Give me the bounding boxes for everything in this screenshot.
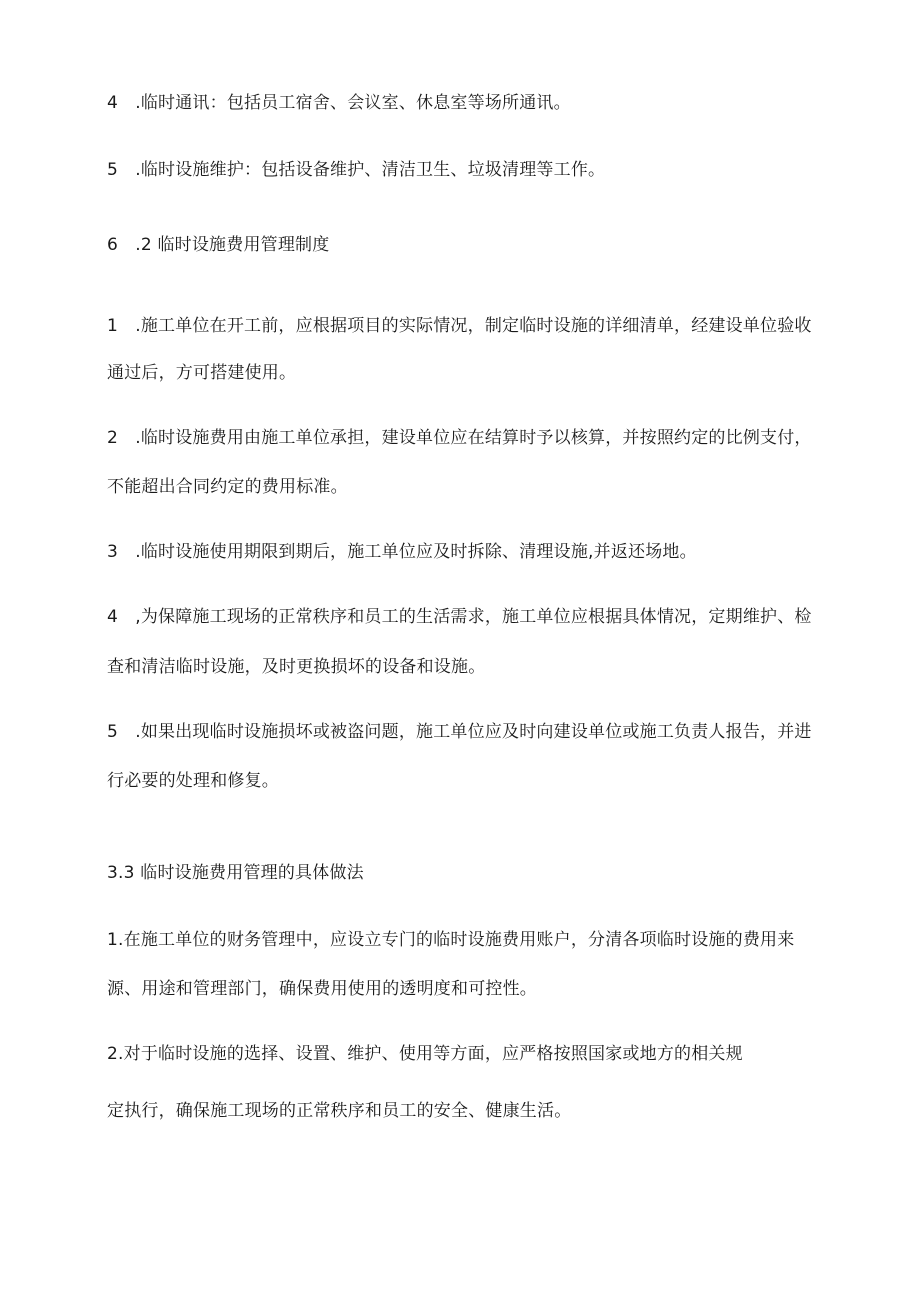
- paragraph-line: 定执行，确保施工现场的正常秩序和员工的安全、健康生活。: [107, 1101, 572, 1121]
- section-heading-specific-practices: 3.3 临时设施费用管理的具体做法: [107, 863, 364, 883]
- list-item-facility-maintenance: 5 .临时设施维护：包括设备维护、清洁卫生、垃圾清理等工作。: [107, 160, 606, 180]
- paragraph-line: 2 .临时设施费用由施工单位承担，建设单位应在结算时予以核算，并按照约定的比例支付，: [107, 428, 812, 448]
- paragraph-line: 源、用途和管理部门，确保费用使用的透明度和可控性。: [107, 979, 537, 999]
- paragraph-line: 4 ,为保障施工现场的正常秩序和员工的生活需求，施工单位应根据具体情况，定期维护、检: [107, 607, 812, 627]
- paragraph-line: 通过后，方可搭建使用。: [107, 363, 297, 383]
- list-item-temp-communication: 4 .临时通讯：包括员工宿舍、会议室、休息室等场所通讯。: [107, 93, 571, 113]
- paragraph-line: 2.对于临时设施的选择、设置、维护、使用等方面，应严格按照国家或地方的相关规: [107, 1044, 743, 1064]
- section-heading-fee-management-system: 6 .2 临时设施费用管理制度: [107, 235, 330, 255]
- paragraph-line: 5 .如果出现临时设施损坏或被盗问题，施工单位应及时向建设单位或施工负责人报告，并进: [107, 722, 812, 742]
- paragraph-line: 1 .施工单位在开工前，应根据项目的实际情况，制定临时设施的详细清单，经建设单位验收: [107, 316, 812, 336]
- paragraph-line: 3 .临时设施使用期限到期后，施工单位应及时拆除、清理设施,并返还场地。: [107, 542, 697, 562]
- paragraph-line: 不能超出合同约定的费用标准。: [107, 477, 348, 497]
- paragraph-line: 1.在施工单位的财务管理中，应设立专门的临时设施费用账户，分清各项临时设施的费用来: [107, 930, 795, 950]
- paragraph-line: 行必要的处理和修复。: [107, 771, 279, 791]
- paragraph-line: 查和清洁临时设施，及时更换损坏的设备和设施。: [107, 657, 486, 677]
